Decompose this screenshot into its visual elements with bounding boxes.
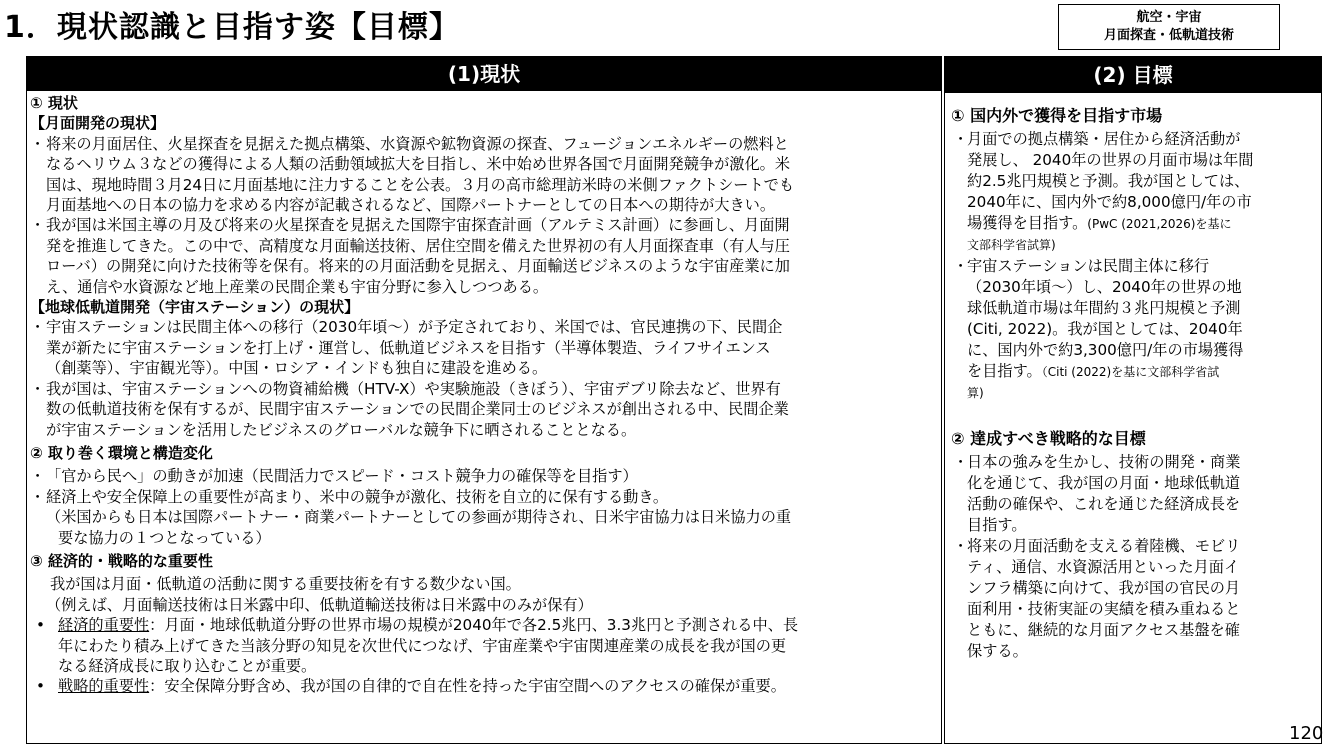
subsection-leo-title: 【地球低軌道開発（宇宙ステーション）の現状】 <box>30 298 360 317</box>
current-status-body <box>27 91 941 697</box>
subsection-lunar-title: 【月面開発の現状】 <box>30 114 166 133</box>
list-item: ・ 将来の月面活動を支える着陸機、モビリ ティ、通信、水資源活用といった月面イ ンフラ構築に向けて、我が国の官民の月 面利用・技術実証の実績を積み重ねると ともに、継続的な月面アクセス基盤を確 保する。 <box>953 537 1241 660</box>
list-item: ・ 我が国は米国主導の月及び将来の火星探査を見据えた国際宇宙探査計画（アルテミス計画）に参画し、月面開 発を推進してきた。この中で、高精度な月面輸送技術、居住空間を備えた世界初の有人月面探査車（有人与圧 ローバ）の開発に向けた技術等を保有。将来的の月面活動を見据え、月面輸送ビジネスのような宇宙産業に加 え、通信や水資源など地上産業の民間企業も宇宙分野に参入しつつある。 <box>30 216 790 296</box>
list-item: ・ 宇宙ステーションは民間主体に移行 （2030年頃～）し、2040年の世界の地 球低軌道市場は年間約３兆円規模と予測 (Citi, 2022)。我が国としては、2040年 に、国内外で約3,300億円/年の市場獲得 を目指す。（Citi (2022)を基に文部科学省試 算) <box>953 257 1244 400</box>
section-market-title: ① 国内外で獲得を目指す市場 <box>951 106 1163 125</box>
list-item: ・ 経済上や安全保障上の重要性が高まり、米中の競争が激化、技術を自立的に保有する動き。 <box>30 487 669 506</box>
category-tag <box>1058 4 1280 50</box>
category-tag-line1: 航空・宇宙 <box>1136 10 1202 25</box>
current-status-heading: (1)現状 <box>27 57 941 91</box>
importance-example: （例えば、月面輸送技術は日米露中印、低軌道輸送技術は日米露中のみが保有） <box>46 595 593 614</box>
list-item: ・ 我が国は、宇宙ステーションへの物資補給機（HTV-X）や実験施設（きぼう）、宇宙デブリ除去など、世界有 数の低軌道技術を保有するが、民間宇宙ステーションでの民間企業同士のビジネスが創出される中、民間企業 が宇宙ステーションを活用したビジネスのグローバルな競争下に晒されることとなる。 <box>30 379 789 439</box>
list-item: ・ 日本の強みを生かし、技術の開発・商業 化を通じて、我が国の月面・地球低軌道 活動の確保や、これを通じた経済成長を 目指す。 <box>953 453 1241 534</box>
section-environment-title: ② 取り巻く環境と構造変化 <box>30 443 213 462</box>
current-status-panel <box>26 56 942 744</box>
page-title: 1．現状認識と目指す姿【目標】 <box>4 10 460 45</box>
goals-body <box>945 93 1321 662</box>
goals-heading: (2) 目標 <box>945 57 1321 93</box>
economic-importance-label: 経済的重要性 <box>58 616 150 635</box>
strategic-importance-label: 戦略的重要性 <box>58 677 150 696</box>
page-number: 120 <box>1289 723 1324 744</box>
list-item: ・ 月面での拠点構築・居住から経済活動が 発展し、 2040年の世界の月面市場は年間 約2.5兆円規模と予測。我が国としては、 2040年に、国内外で約8,000億円/年の市 場獲得を目指す。(PwC (2021,2026)を基に 文部科学省試算) <box>953 130 1254 252</box>
list-item: • 戦略的重要性：安全保障分野含め、我が国の自律的で自在性を持った宇宙空間へのアクセスの確保が重要。 <box>36 677 786 696</box>
goals-panel <box>944 56 1322 744</box>
list-item: ・ 将来の月面居住、火星探査を見据えた拠点構築、水資源や鉱物資源の探査、フュージョンエネルギーの燃料と なるヘリウム３などの獲得による人類の活動領域拡大を目指し、米中始め世界各国で月面開発競争が激化。米 国は、現地時間３月24日に月面基地に注力することを公表。３月の高市総理訪米時の米側ファクトシートでも 月面基地への日本の協力を求める内容が記載されるなど、国際パートナーとしての日本への期待が大きい。 <box>30 134 795 215</box>
list-item: ・ 「官から民へ」の動きが加速（民間活力でスピード・コスト競争力の確保等を目指す） <box>30 467 638 486</box>
list-item-note: （米国からも日本は国際パートナー・商業パートナーとしての参画が期待され、日米宇宙協力は日米協力の重 要な協力の１つとなっている） <box>46 508 792 547</box>
list-item: • 経済的重要性：月面・地球低軌道分野の世界市場の規模が2040年で各2.5兆円、3.3兆円と予測される中、長 年にわたり積み上げてきた当該分野の知見を次世代につなげ、宇宙産業や宇宙関連産業の成長を我が国の更 なる経済成長に取り込むことが重要。 <box>36 616 799 675</box>
section-strategic-goal-title: ② 達成すべき戦略的な目標 <box>951 429 1146 448</box>
list-item: ・ 宇宙ステーションは民間主体への移行（2030年頃～）が予定されており、米国では、官民連携の下、民間企 業が新たに宇宙ステーションを打上げ・運営し、低軌道ビジネスを目指す（半導体製造、ライフサイエンス （創薬等）、宇宙観光等）。中国・ロシア・インドも独自に建設を進める。 <box>30 318 783 378</box>
section-current-title: ① 現状 <box>30 94 78 112</box>
category-tag-line2: 月面探査・低軌道技術 <box>1103 28 1234 43</box>
section-importance-title: ③ 経済的・戦略的な重要性 <box>30 551 213 570</box>
importance-text: 我が国は月面・低軌道の活動に関する重要技術を有する数少ない国。 <box>50 575 521 594</box>
